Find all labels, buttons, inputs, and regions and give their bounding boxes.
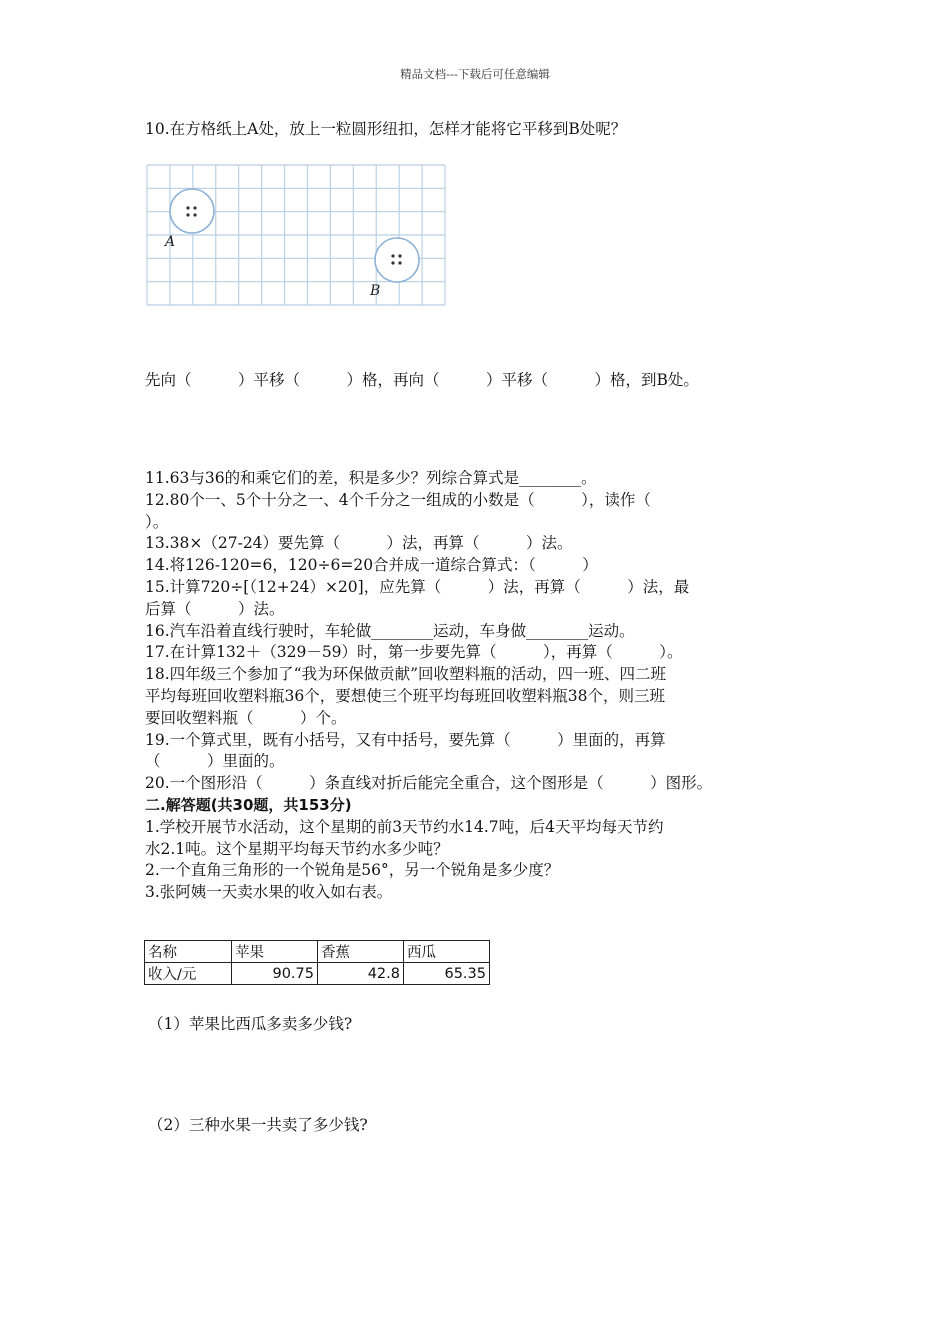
question-line: 12.80个一、5个十分之一、4个千分之一组成的小数是（ ），读作（: [145, 490, 651, 509]
table-cell: 西瓜: [404, 941, 490, 963]
question-line: 13.38×（27-24）要先算（ ）法，再算（ ）法。: [145, 534, 573, 553]
fruit-income-table: [144, 940, 490, 985]
table-cell: 收入/元: [145, 963, 232, 985]
table-row: [145, 963, 490, 985]
question-line: 后算（ ）法。: [145, 599, 285, 618]
label-b: B: [370, 283, 381, 299]
table-header-row: [145, 941, 490, 963]
question-line: （ ）里面的。: [145, 752, 285, 771]
answer-question-line: 水2.1吨。这个星期平均每天节约水多少吨？: [145, 839, 449, 858]
label-a: A: [165, 234, 176, 250]
answer-question-line: 3.张阿姨一天卖水果的收入如右表。: [145, 883, 393, 902]
question-line: 15.计算720÷[（12+24）×20]，应先算（ ）法，再算（ ）法，最: [145, 577, 690, 596]
question-line: 17.在计算132＋（329－59）时，第一步要先算（ ），再算（ ）。: [145, 643, 683, 662]
answer-question-line: 1.学校开展节水活动，这个星期的前3天节约水14.7吨，后4天平均每天节约: [145, 817, 664, 836]
question-line: 14.将126-120=6，120÷6=20合并成一道综合算式：（ ）: [145, 556, 598, 575]
question-line: 18.四年级三个参加了“我为环保做贡献”回收塑料瓶的活动，四一班、四二班: [145, 665, 667, 684]
question-line: 20.一个图形沿（ ）条直线对折后能完全重合，这个图形是（ ）图形。: [145, 774, 713, 793]
table-cell: 65.35: [404, 963, 490, 985]
answer-question-line: 2.一个直角三角形的一个锐角是56°，另一个锐角是多少度？: [145, 861, 560, 880]
question-line: 16.汽车沿着直线行驶时，车轮做________运动，车身做________运动。: [145, 621, 635, 640]
grid-svg: [146, 164, 446, 306]
question-line: 要回收塑料瓶（ ）个。: [145, 708, 347, 727]
table-cell: 90.75: [232, 963, 318, 985]
table-cell: 名称: [145, 941, 232, 963]
sub-question-2: （2）三种水果一共卖了多少钱?: [148, 1116, 368, 1134]
section-2-title: 二.解答题(共30题，共153分): [145, 795, 352, 814]
question-line: 19.一个算式里，既有小括号，又有中括号，要先算（ ）里面的，再算: [145, 730, 666, 749]
table-cell: 香蕉: [318, 941, 404, 963]
page-header: 精品文档---下载后可任意编辑: [400, 67, 550, 81]
table-cell: 42.8: [318, 963, 404, 985]
question-10-text: 10.在方格纸上A处，放上一粒圆形纽扣，怎样才能将它平移到B处呢？: [145, 120, 627, 138]
question-line: 11.63与36的和乘它们的差，积是多少？列综合算式是________。: [145, 469, 597, 487]
sub-question-1: （1）苹果比西瓜多卖多少钱?: [148, 1015, 353, 1033]
button-b-icon: [375, 238, 419, 282]
question-line: ）。: [145, 512, 169, 531]
grid-figure: [146, 164, 446, 306]
question-line: 平均每班回收塑料瓶36个，要想使三个班平均每班回收塑料瓶38个，则三班: [145, 686, 665, 705]
question-10-fill-blank: 先向（ ）平移（ ）格，再向（ ）平移（ ）格，到B处。: [145, 371, 699, 389]
table-cell: 苹果: [232, 941, 318, 963]
button-a-icon: [170, 189, 214, 233]
questions-block: [145, 468, 825, 904]
